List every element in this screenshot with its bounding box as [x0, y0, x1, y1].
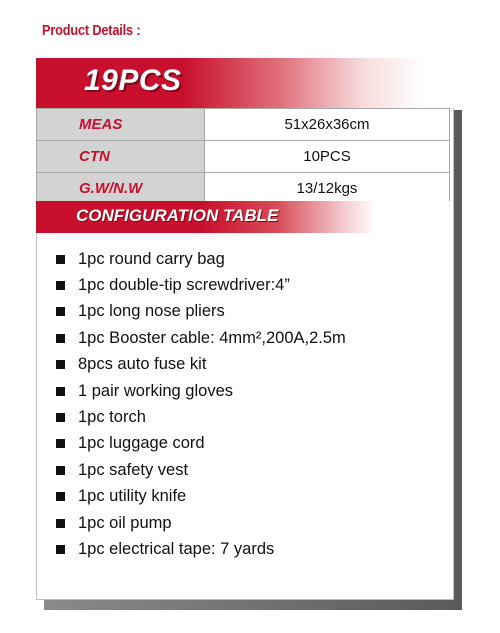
list-item-text: 1pc round carry bag: [78, 249, 225, 268]
square-bullet-icon: [56, 413, 65, 422]
list-item: [56, 484, 346, 510]
list-item: [56, 246, 346, 272]
spec-value: 10PCS: [205, 141, 450, 173]
list-item-text: 1pc double-tip screwdriver:4”: [78, 276, 290, 295]
spec-row-weight: [37, 173, 450, 205]
list-item: [56, 404, 346, 430]
product-banner: [36, 58, 456, 108]
list-item-text: 8pcs auto fuse kit: [78, 355, 207, 374]
spec-value: 13/12kgs: [205, 173, 450, 205]
square-bullet-icon: [56, 360, 65, 369]
spec-label: G.W/N.W: [37, 173, 205, 205]
list-item-text: 1pc torch: [78, 408, 146, 427]
square-bullet-icon: [56, 334, 65, 343]
square-bullet-icon: [56, 492, 65, 501]
list-item-text: 1pc Booster cable: 4mm²,200A,2.5m: [78, 328, 346, 347]
square-bullet-icon: [56, 307, 65, 316]
list-item-text: 1pc oil pump: [78, 513, 172, 532]
square-bullet-icon: [56, 387, 65, 396]
list-item: [56, 272, 346, 298]
square-bullet-icon: [56, 466, 65, 475]
square-bullet-icon: [56, 439, 65, 448]
configuration-title: CONFIGURATION TABLE: [76, 206, 279, 225]
square-bullet-icon: [56, 255, 65, 264]
spec-label: CTN: [37, 141, 205, 173]
list-item: [56, 352, 346, 378]
list-item: [56, 536, 346, 562]
list-item: [56, 378, 346, 404]
list-item: [56, 457, 346, 483]
square-bullet-icon: [56, 545, 65, 554]
list-item-text: 1pc long nose pliers: [78, 302, 225, 321]
square-bullet-icon: [56, 519, 65, 528]
list-item: [56, 299, 346, 325]
list-item: [56, 510, 346, 536]
product-details-heading: Product Details :: [42, 22, 141, 39]
spec-label: MEAS: [37, 109, 205, 141]
list-item-text: 1pc electrical tape: 7 yards: [78, 539, 275, 558]
list-item-text: 1pc utility knife: [78, 487, 187, 506]
configuration-bar: [36, 201, 450, 233]
list-item-text: 1 pair working gloves: [78, 381, 233, 400]
spec-row-ctn: [37, 141, 450, 173]
square-bullet-icon: [56, 281, 65, 290]
list-item-text: 1pc safety vest: [78, 460, 189, 479]
product-title: 19PCS: [84, 64, 182, 97]
specs-table: [36, 108, 450, 205]
spec-row-meas: [37, 109, 450, 141]
configuration-list: [56, 246, 346, 563]
list-item-text: 1pc luggage cord: [78, 434, 205, 453]
list-item: [56, 431, 346, 457]
list-item: [56, 325, 346, 351]
spec-value: 51x26x36cm: [205, 109, 450, 141]
